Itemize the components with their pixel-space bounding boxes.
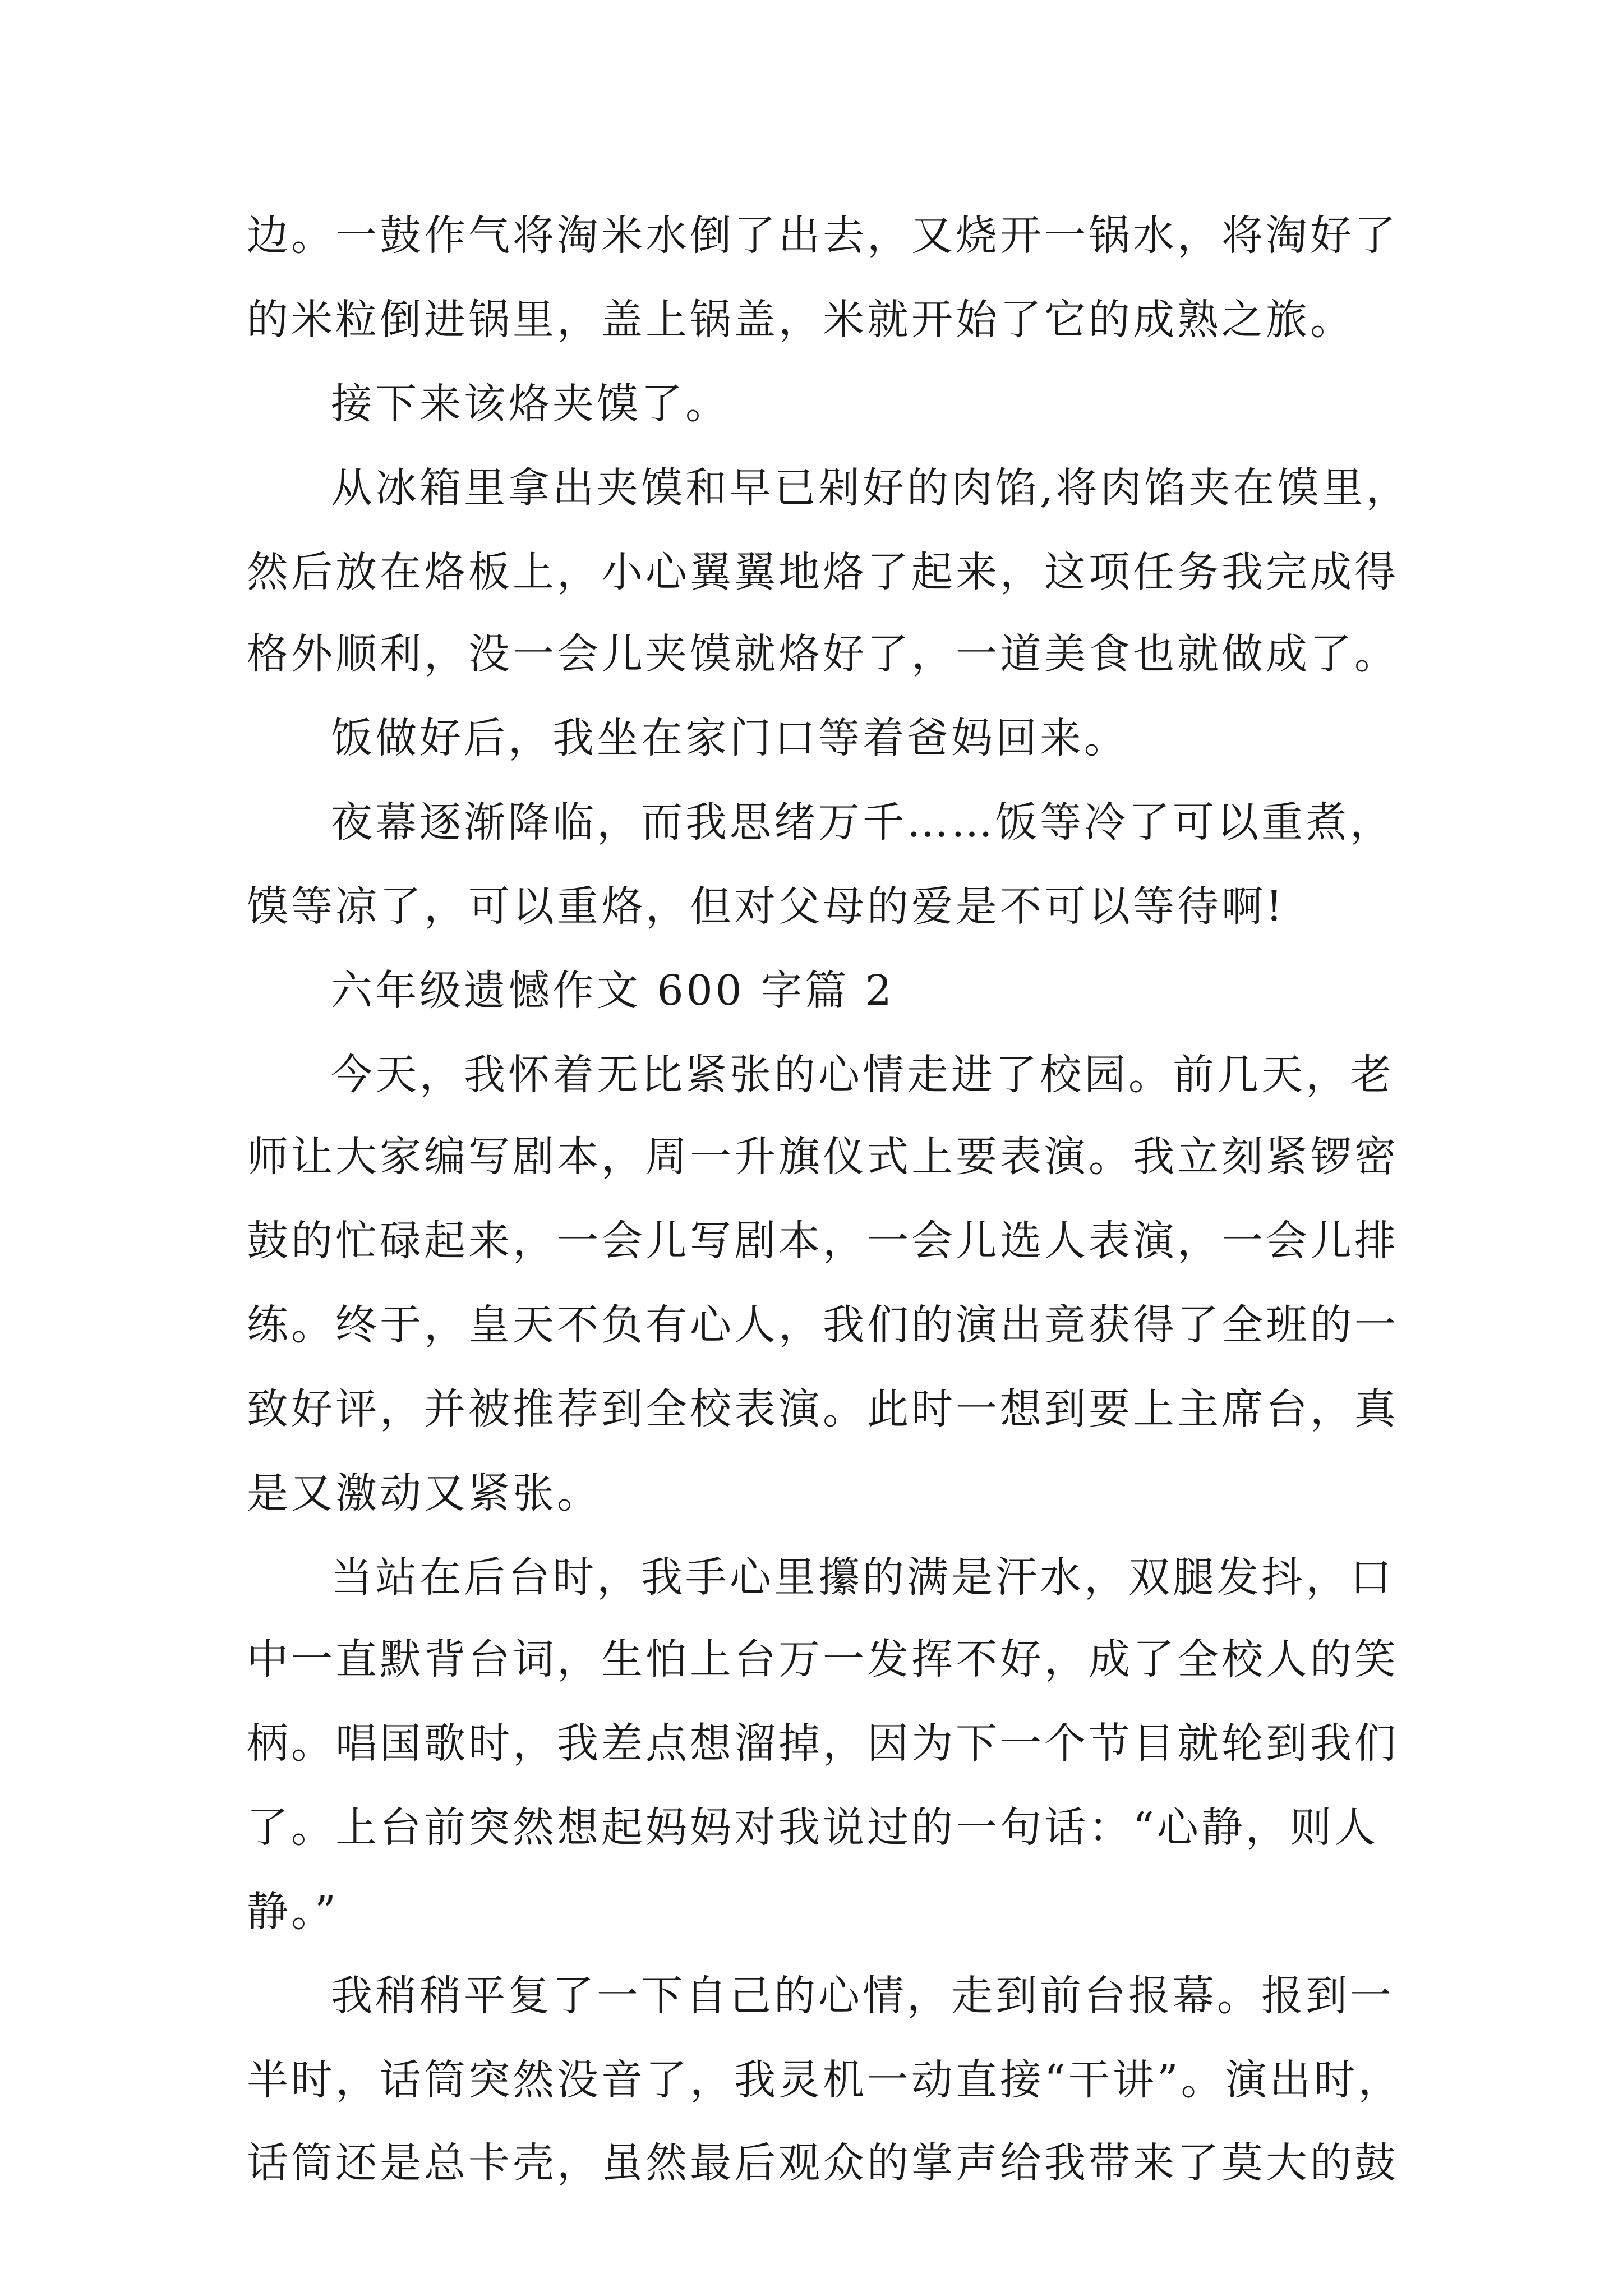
- text-line: 馍等凉了，可以重烙，但对父母的爱是不可以等待啊!: [247, 882, 1285, 931]
- text-line: 当站在后台时，我手心里攥的满是汗水，双腿发抖，口: [331, 1553, 1394, 1602]
- text-line: 鼓的忙碌起来，一会儿写剧本，一会儿选人表演，一会儿排: [247, 1217, 1399, 1265]
- text-line: 了。上台前突然想起妈妈对我说过的一句话：“心静，则人: [247, 1803, 1378, 1852]
- text-line: 格外顺利，没一会儿夹馍就烙好了，一道美食也就做成了。: [247, 630, 1399, 678]
- text-line: 接下来该烙夹馍了。: [331, 380, 730, 428]
- text-line: 师让大家编写剧本，周一升旗仪式上要表演。我立刻紧锣密: [247, 1133, 1399, 1181]
- text-line: 今天，我怀着无比紧张的心情走进了校园。前几天，老: [331, 1051, 1394, 1099]
- section-heading: 六年级遗憾作文 600 字篇 2: [331, 967, 895, 1015]
- text-line: 话筒还是总卡壳，虽然最后观众的掌声给我带来了莫大的鼓: [247, 2139, 1399, 2187]
- text-line: 的米粒倒进锅里，盖上锅盖，米就开始了它的成熟之旅。: [247, 296, 1354, 344]
- text-line: 柄。唱国歌时，我差点想溜掉，因为下一个节目就轮到我们: [247, 1719, 1399, 1768]
- text-line: 中一直默背台词，生怕上台万一发挥不好，成了全校人的笑: [247, 1635, 1399, 1683]
- text-line: 然后放在烙板上，小心翼翼地烙了起来，这项任务我完成得: [247, 548, 1399, 596]
- text-line: 半时，话筒突然没音了，我灵机一动直接“干讲”。演出时，: [247, 2056, 1403, 2104]
- text-line: 静。”: [247, 1888, 339, 1936]
- text-line: 我稍稍平复了一下自己的心情，走到前台报幕。报到一: [331, 1972, 1394, 2020]
- text-line: 从冰箱里拿出夹馍和早已剁好的肉馅,将肉馅夹在馍里，: [331, 464, 1410, 512]
- text-line: 练。终于，皇天不负有心人，我们的演出竟获得了全班的一: [247, 1301, 1399, 1349]
- text-line: 边。一鼓作气将淘米水倒了出去，又烧开一锅水，将淘好了: [247, 211, 1399, 260]
- text-line: 是又激动又紧张。: [247, 1469, 601, 1517]
- text-line: 致好评，并被推荐到全校表演。此时一想到要上主席台，真: [247, 1385, 1399, 1433]
- text-line: 夜幕逐渐降临，而我思绪万千……饭等冷了可以重煮，: [331, 798, 1394, 846]
- text-line: 饭做好后，我坐在家门口等着爸妈回来。: [331, 714, 1128, 762]
